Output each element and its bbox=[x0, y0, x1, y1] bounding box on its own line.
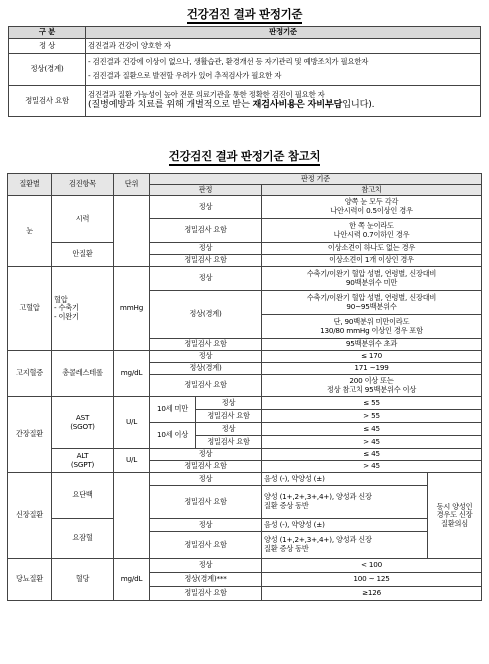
header-criteria: 판정기준 bbox=[86, 27, 481, 39]
judgment-cell: 정상(경계) bbox=[150, 363, 262, 375]
judgment-cell: 정상 bbox=[150, 559, 262, 573]
reference-table bbox=[7, 173, 482, 601]
reference-cell: 음성 (-), 약양성 (±) bbox=[262, 473, 428, 486]
reference-cell: 이상소견이 1개 이상인 경우 bbox=[262, 255, 482, 267]
row-text-detail: 검진결과 질환 가능성이 높아 전문 의료기관을 통한 정확한 검진이 필요한 자 (질병예방과 치료를 위해 개별적으로 받는 재검사비용은 자비부담입니다). bbox=[86, 86, 481, 117]
section2-title: 건강검진 결과 판정기준 참고치 bbox=[0, 148, 489, 164]
judgment-cell: 정밀검사 요함 bbox=[150, 255, 262, 267]
reference-cell: > 45 bbox=[262, 461, 482, 473]
header-item: 검진항목 bbox=[52, 174, 114, 196]
disease-hypertension: 고혈압 bbox=[8, 267, 52, 351]
reference-cell: 음성 (-), 약양성 (±) bbox=[262, 519, 428, 532]
judgment-cell: 정밀검사 요함 bbox=[196, 436, 262, 449]
judgment-cell: 정밀검사 요함 bbox=[150, 461, 262, 473]
judgment-cell: 정밀검사 요함 bbox=[196, 410, 262, 423]
header-disease: 질환별 bbox=[8, 174, 52, 196]
reference-cell: 171 ~199 bbox=[262, 363, 482, 375]
judgment-cell: 정상 bbox=[150, 243, 262, 255]
reference-cell: 수축기/이완기 혈압 성별, 연령별, 신장대비 90백분위수 미만 bbox=[262, 267, 482, 291]
judgment-cell: 정상 bbox=[150, 473, 262, 486]
age-over-10: 10세 이상 bbox=[150, 423, 196, 449]
item-glaucoma: 안질환 bbox=[52, 243, 114, 267]
reference-cell: 200 이상 또는 정상 참고치 95백분위수 이상 bbox=[262, 375, 482, 397]
disease-diabetes: 당뇨질환 bbox=[8, 559, 52, 601]
section1-title: 건강검진 결과 판정기준 bbox=[0, 6, 489, 22]
reference-cell: 95백분위수 초과 bbox=[262, 339, 482, 351]
reference-cell: ≤ 45 bbox=[262, 449, 482, 461]
item-vision: 시력 bbox=[52, 196, 114, 243]
reference-cell: 수축기/이완기 혈압 성별, 연령별, 신장대비 90~95백분위수 bbox=[262, 291, 482, 315]
header-judgment: 판정 bbox=[150, 185, 262, 196]
disease-hyperlipidemia: 고지혈증 bbox=[8, 351, 52, 397]
item-alt: ALT (SGPT) bbox=[52, 449, 114, 473]
judgment-cell: 정밀검사 요함 bbox=[150, 375, 262, 397]
judgment-cell: 정상 bbox=[196, 423, 262, 436]
judgment-cell: 정상 bbox=[150, 267, 262, 291]
judgment-cell: 정상(경계)*** bbox=[150, 573, 262, 587]
reference-cell: > 55 bbox=[262, 410, 482, 423]
kidney-note: 동시 양성인 경우도 신장 질환의심 bbox=[428, 473, 482, 559]
judgment-cell: 정상 bbox=[196, 397, 262, 410]
judgment-cell: 정밀검사 요함 bbox=[150, 532, 262, 559]
disease-kidney: 신장질환 bbox=[8, 473, 52, 559]
judgment-cell: 정상 bbox=[150, 351, 262, 363]
unit-ul: U/L bbox=[114, 449, 150, 473]
reference-cell: ≥126 bbox=[262, 587, 482, 601]
unit-mgdl: mg/dL bbox=[114, 559, 150, 601]
disease-eye: 눈 bbox=[8, 196, 52, 267]
item-urine-blood: 요잠혈 bbox=[52, 519, 114, 559]
reference-cell: > 45 bbox=[262, 436, 482, 449]
row-text-borderline: - 검진결과 건강에 이상이 없으나, 생활습관, 환경개선 등 자기관리 및 예방조치가 필요한자 - 검진결과 질환으로 발전할 우려가 있어 추적검사가 필요한 자 bbox=[86, 54, 481, 86]
judgment-cell: 정상 bbox=[150, 449, 262, 461]
row-text-normal: 검진결과 건강이 양호한 자 bbox=[86, 39, 481, 54]
unit-mmhg: mmHg bbox=[114, 267, 150, 351]
item-urine-protein: 요단백 bbox=[52, 473, 114, 519]
judgment-cell: 정밀검사 요함 bbox=[150, 339, 262, 351]
reference-cell: ≤ 170 bbox=[262, 351, 482, 363]
row-label-borderline: 정상(경계) bbox=[9, 54, 86, 86]
item-glucose: 혈당 bbox=[52, 559, 114, 601]
age-under-10: 10세 미만 bbox=[150, 397, 196, 423]
reference-cell: 단, 90백분위 미만이라도 130/80 mmHg 이상인 경우 포함 bbox=[262, 315, 482, 339]
item-ast: AST (SGOT) bbox=[52, 397, 114, 449]
header-category: 구 분 bbox=[9, 27, 86, 39]
reference-cell: < 100 bbox=[262, 559, 482, 573]
header-criteria: 판정 기준 bbox=[150, 174, 482, 185]
reference-cell: 이상소견이 하나도 없는 경우 bbox=[262, 243, 482, 255]
unit-mgdl: mg/dL bbox=[114, 351, 150, 397]
reference-cell: 양성 (1+,2+,3+,4+), 양성과 신장 질환 증상 동반 bbox=[262, 532, 428, 559]
judgment-cell: 정상 bbox=[150, 196, 262, 219]
header-unit: 단위 bbox=[114, 174, 150, 196]
reference-cell: ≤ 45 bbox=[262, 423, 482, 436]
reference-cell: 100 ~ 125 bbox=[262, 573, 482, 587]
reference-cell: ≤ 55 bbox=[262, 397, 482, 410]
criteria-table bbox=[8, 26, 481, 117]
judgment-cell: 정밀검사 요함 bbox=[150, 486, 262, 519]
item-cholesterol: 총콜레스테롤 bbox=[52, 351, 114, 397]
row-label-normal: 정 상 bbox=[9, 39, 86, 54]
reference-cell: 양쪽 눈 모두 각각 나안시력이 0.5이상인 경우 bbox=[262, 196, 482, 219]
judgment-cell: 정상(경계) bbox=[150, 291, 262, 339]
reference-cell: 한 쪽 눈이라도 나안시력 0.7이하인 경우 bbox=[262, 219, 482, 243]
disease-liver: 간장질환 bbox=[8, 397, 52, 473]
unit-ul: U/L bbox=[114, 397, 150, 449]
item-blood-pressure: 혈압 - 수축기 - 이완기 bbox=[52, 267, 114, 351]
reference-cell: 양성 (1+,2+,3+,4+), 양성과 신장 질환 증상 동반 bbox=[262, 486, 428, 519]
row-label-detail: 정밀검사 요함 bbox=[9, 86, 86, 117]
judgment-cell: 정밀검사 요함 bbox=[150, 587, 262, 601]
judgment-cell: 정상 bbox=[150, 519, 262, 532]
judgment-cell: 정밀검사 요함 bbox=[150, 219, 262, 243]
header-reference: 참고치 bbox=[262, 185, 482, 196]
